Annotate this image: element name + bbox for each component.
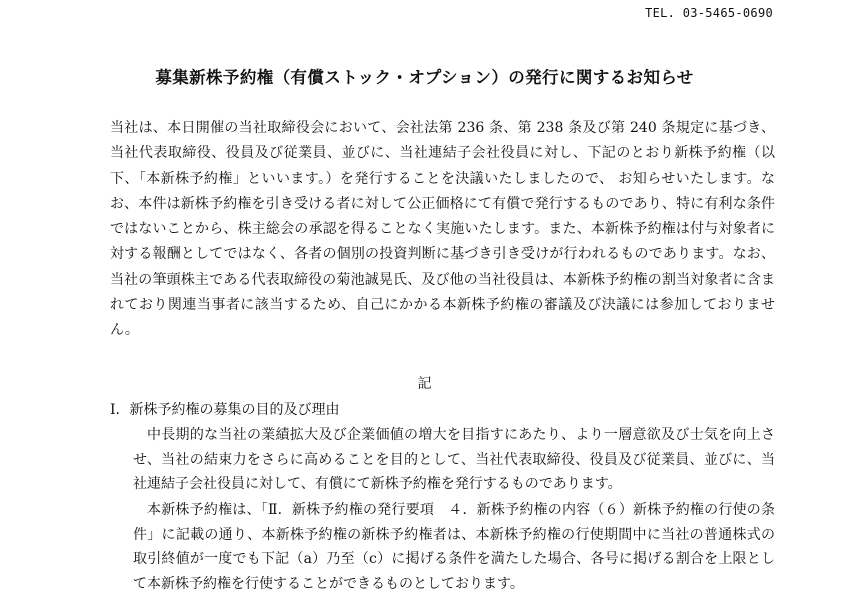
section-paragraph-conditions: 本新株予約権は、「Ⅱ．新株予約権の発行要項 ４．新株予約権の内容（６）新株予約権の行使の条件」に記載の通り、本新株予約権の新株予約権者は、本新株予約権の行使期間中に当社の普通株式の取引終値が一度でも下記（a）乃至（c）に掲げる条件を満たした場合、各号に掲げる割合を上限として本新株予約権を行使することができるものとしております。 [133, 502, 775, 592]
telephone-number: TEL. 03-5465-0690 [645, 6, 773, 20]
section-heading: Ⅰ．新株予約権の募集の目的及び理由 [110, 402, 340, 418]
section-paragraph-purpose: 中長期的な当社の業績拡大及び企業価値の増大を目指すにあたり、より一層意欲及び士気を向上させ、当社の結束力をさらに高めることを目的として、当社代表取締役、役員及び従業員、並びに、当社連結子会社役員に対して、有償にて新株予約権を発行するものであります。 [133, 427, 775, 492]
document-title: 募集新株予約権（有償ストック・オプション）の発行に関するお知らせ [155, 68, 694, 87]
intro-paragraph: 当社は、本日開催の当社取締役会において、会社法第 236 条、第 238 条及び第 240 条規定に基づき、当社代表取締役、役員及び従業員、並びに、当社連結子会社役員に対し、下記のとおり新株予約権（以下、「本新株予約権」といいます。）を発行することを決議いたしましたので、 お知らせいたします。なお、本件は新株予約権を引き受ける者に対して公正価格にて有償で発行するものであり、特に有利な条件ではないことから、株主総会の承認を得ることなく実施いたします。また、本新株予約権は付与対象者に対する報酬としてではなく、各者の個別の投資判断に基づき引き受けが行われるものであります。なお、当社の筆頭株主である代表取締役の菊池誠晃氏、及び他の当社役員は、本新株予約権の割当対象者に含まれており関連当事者に該当するため、自己にかかる本新株予約権の審議及び決議には参加しておりません。 [110, 120, 775, 339]
ki-marker: 記 [417, 376, 432, 392]
